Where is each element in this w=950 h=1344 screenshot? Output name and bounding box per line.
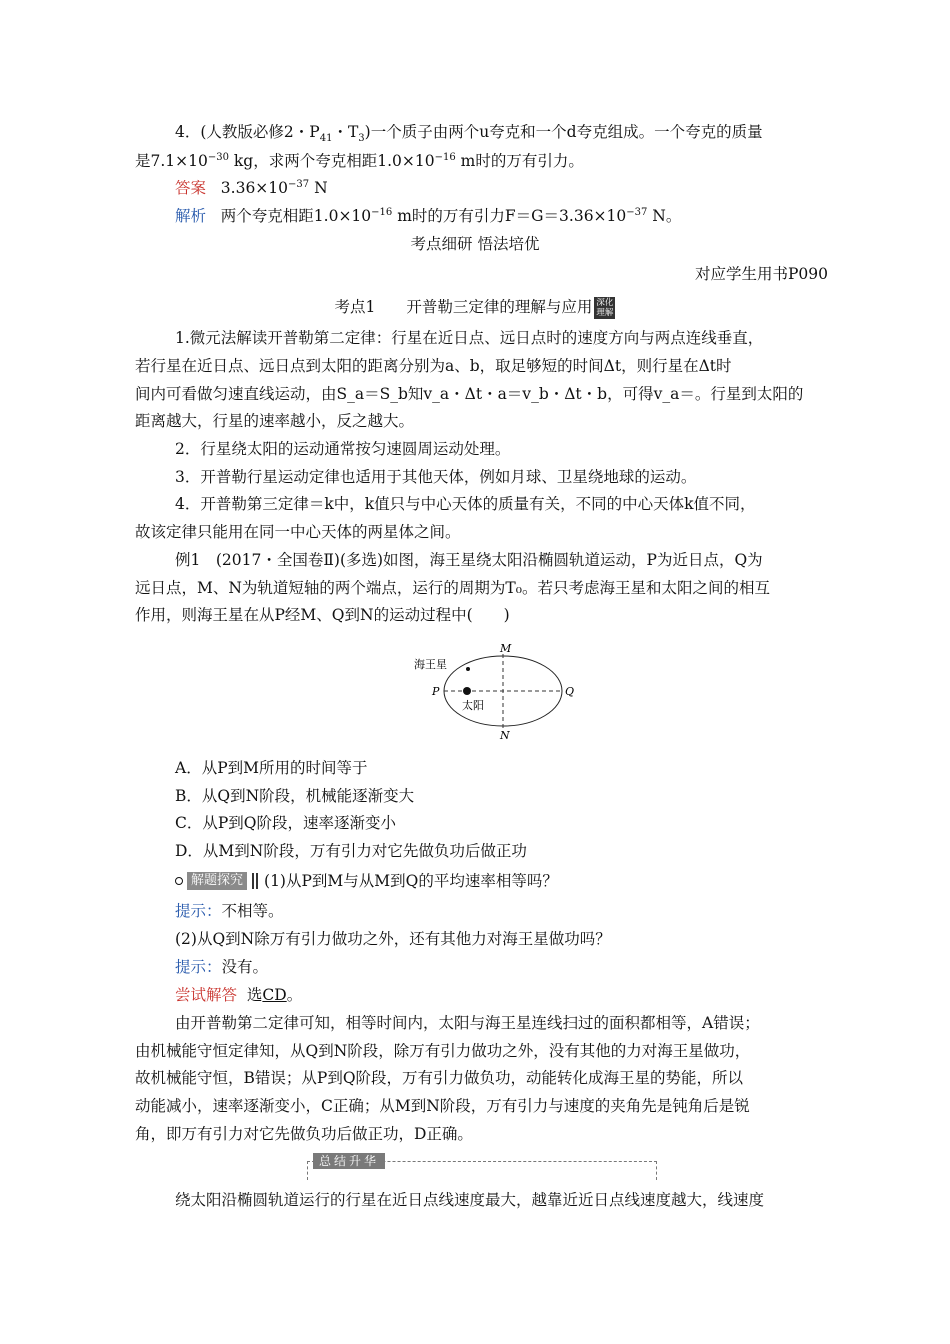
q4-text: )一个质子由两个u夸克和一个d夸克组成。一个夸克的质量	[364, 123, 763, 141]
solution-label: 尝试解答	[175, 986, 238, 1004]
q4-sup: −30	[207, 151, 229, 163]
topic-heading	[0, 297, 950, 319]
hint-label: 提示：	[175, 958, 222, 976]
explore-answer-2	[175, 957, 268, 977]
solution-prefix: 选	[246, 986, 263, 1004]
page-reference: 对应学生用书P090	[694, 265, 828, 283]
deep-understanding-badge	[594, 297, 615, 319]
answer-value: 3.36×10	[220, 179, 289, 197]
point-1-line-1: 1.微元法解读开普勒第二定律：行星在近日点、远日点时的速度方向与两点连线垂直，	[175, 329, 764, 347]
label-n: N	[500, 729, 510, 740]
summary-tag: 总结升华	[313, 1153, 385, 1169]
hint-text: 不相等。	[221, 902, 284, 920]
q4-answer	[175, 178, 328, 198]
explore-question-1: (1)从P到M与从M到Q的平均速率相等吗？	[264, 872, 558, 890]
hint-text: 没有。	[221, 958, 269, 976]
q4-text: 是7.1×10	[135, 152, 208, 170]
circle-bullet-icon	[175, 877, 183, 885]
point-4-line-1: 4．开普勒第三定律＝k中，k值只与中心天体的质量有关，不同的中心天体k值不同，	[175, 495, 756, 513]
topic-title: 考点1 开普勒三定律的理解与应用	[334, 298, 593, 316]
example-line-2: 远日点，M、N为轨道短轴的两个端点，运行的周期为T₀。若只考虑海王星和太阳之间的相互	[135, 579, 770, 597]
badge-line: 理解	[596, 308, 614, 318]
analysis-text: m时的万有引力F＝G＝3.36×10	[392, 207, 627, 225]
q4-text: 4．(人教版必修2・P	[175, 123, 320, 141]
explore-question-2: (2)从Q到N除万有引力做功之外，还有其他力对海王星做功吗？	[175, 930, 611, 948]
q4-text: ・T	[332, 123, 359, 141]
planet-dot	[466, 667, 470, 671]
option-c: C．从P到Q阶段，速率逐渐变小	[175, 814, 396, 832]
option-d: D．从M到N阶段，万有引力对它先做负功后做正功	[175, 842, 527, 860]
badge-line: 深化	[596, 298, 614, 308]
label-m: M	[500, 642, 512, 655]
q4-text: m时的万有引力。	[455, 152, 584, 170]
summary-text: 绕太阳沿椭圆轨道运行的行星在近日点线速度最大，越靠近近日点线速度越大，线速度	[175, 1191, 765, 1209]
analysis-sup: −37	[626, 206, 648, 218]
point-1-line-4: 距离越大，行星的速率越小，反之越大。	[135, 412, 415, 430]
solution-suffix: 。	[286, 986, 303, 1004]
q4-sub: 41	[319, 133, 333, 145]
answer-label: 答案	[175, 179, 207, 197]
label-p: P	[432, 685, 440, 698]
point-4-line-2: 故该定律只能用在同一中心天体的两星体之间。	[135, 523, 461, 541]
solution-line-5: 角，即万有引力对它先做负功后做正功，D正确。	[135, 1125, 473, 1143]
answer-unit: N	[309, 179, 328, 197]
q4-line-2	[135, 151, 584, 171]
analysis-text: 两个夸克相距1.0×10	[220, 207, 372, 225]
q4-analysis	[175, 206, 681, 226]
point-1-line-2: 若行星在近日点、远日点到太阳的距离分别为a、b，取足够短的时间Δt，则行星在Δt时	[135, 357, 732, 375]
solution-line-1: 由开普勒第二定律可知，相等时间内，太阳与海王星连线扫过的面积都相等，A错误；	[175, 1014, 760, 1032]
point-1-line-3: 间内可看做匀速直线运动，由S_a＝S_b知v_a・Δt・a＝v_b・Δt・b，可得v_a＝。行星到太阳的	[135, 385, 804, 403]
orbit-figure	[412, 640, 592, 740]
analysis-sup: −16	[371, 206, 393, 218]
explore-tag: 解题探究	[187, 872, 247, 890]
point-3: 3．开普勒行星运动定律也适用于其他天体，例如月球、卫星绕地球的运动。	[175, 468, 697, 486]
solution-choice	[175, 985, 302, 1005]
answer-sup: −37	[288, 178, 310, 190]
example-line-1: 例1 (2017・全国卷Ⅱ)(多选)如图，海王星绕太阳沿椭圆轨道运动，P为近日点，Q为	[175, 551, 763, 569]
q4-text: kg，求两个夸克相距1.0×10	[228, 152, 435, 170]
solution-line-2: 由机械能守恒定律知，从Q到N阶段，除万有引力做功之外，没有其他的力对海王星做功，	[135, 1042, 751, 1060]
q4-line-1	[175, 122, 763, 145]
option-a: A．从P到M所用的时间等于	[175, 759, 368, 777]
solution-line-3: 故机械能守恒，B错误；从P到Q阶段，万有引力做负功，动能转化成海王星的势能，所以	[135, 1069, 744, 1087]
bar-decoration	[252, 873, 254, 889]
label-q: Q	[565, 685, 575, 698]
explore-answer-1	[175, 901, 284, 921]
hint-label: 提示：	[175, 902, 222, 920]
analysis-label: 解析	[175, 207, 207, 225]
bar-decoration	[256, 873, 258, 889]
q4-sup: −16	[434, 151, 456, 163]
point-2: 2．行星绕太阳的运动通常按匀速圆周运动处理。	[175, 440, 511, 458]
example-line-3: 作用，则海王星在从P经M、Q到N的运动过程中( )	[135, 606, 510, 624]
sun-dot	[463, 687, 471, 695]
section-title: 考点细研 悟法培优	[410, 235, 540, 253]
label-planet: 海王星	[414, 658, 447, 671]
solution-choice-value: CD	[262, 986, 287, 1004]
analysis-text: N。	[647, 207, 682, 225]
solution-line-4: 动能减小，速率逐渐变小，C正确；从M到N阶段，万有引力与速度的夹角先是钝角后是锐	[135, 1097, 750, 1115]
q4-sub: 3	[358, 133, 365, 145]
explore-line-1	[175, 871, 558, 891]
option-b: B．从Q到N阶段，机械能逐渐变大	[175, 787, 415, 805]
label-sun: 太阳	[462, 699, 484, 712]
